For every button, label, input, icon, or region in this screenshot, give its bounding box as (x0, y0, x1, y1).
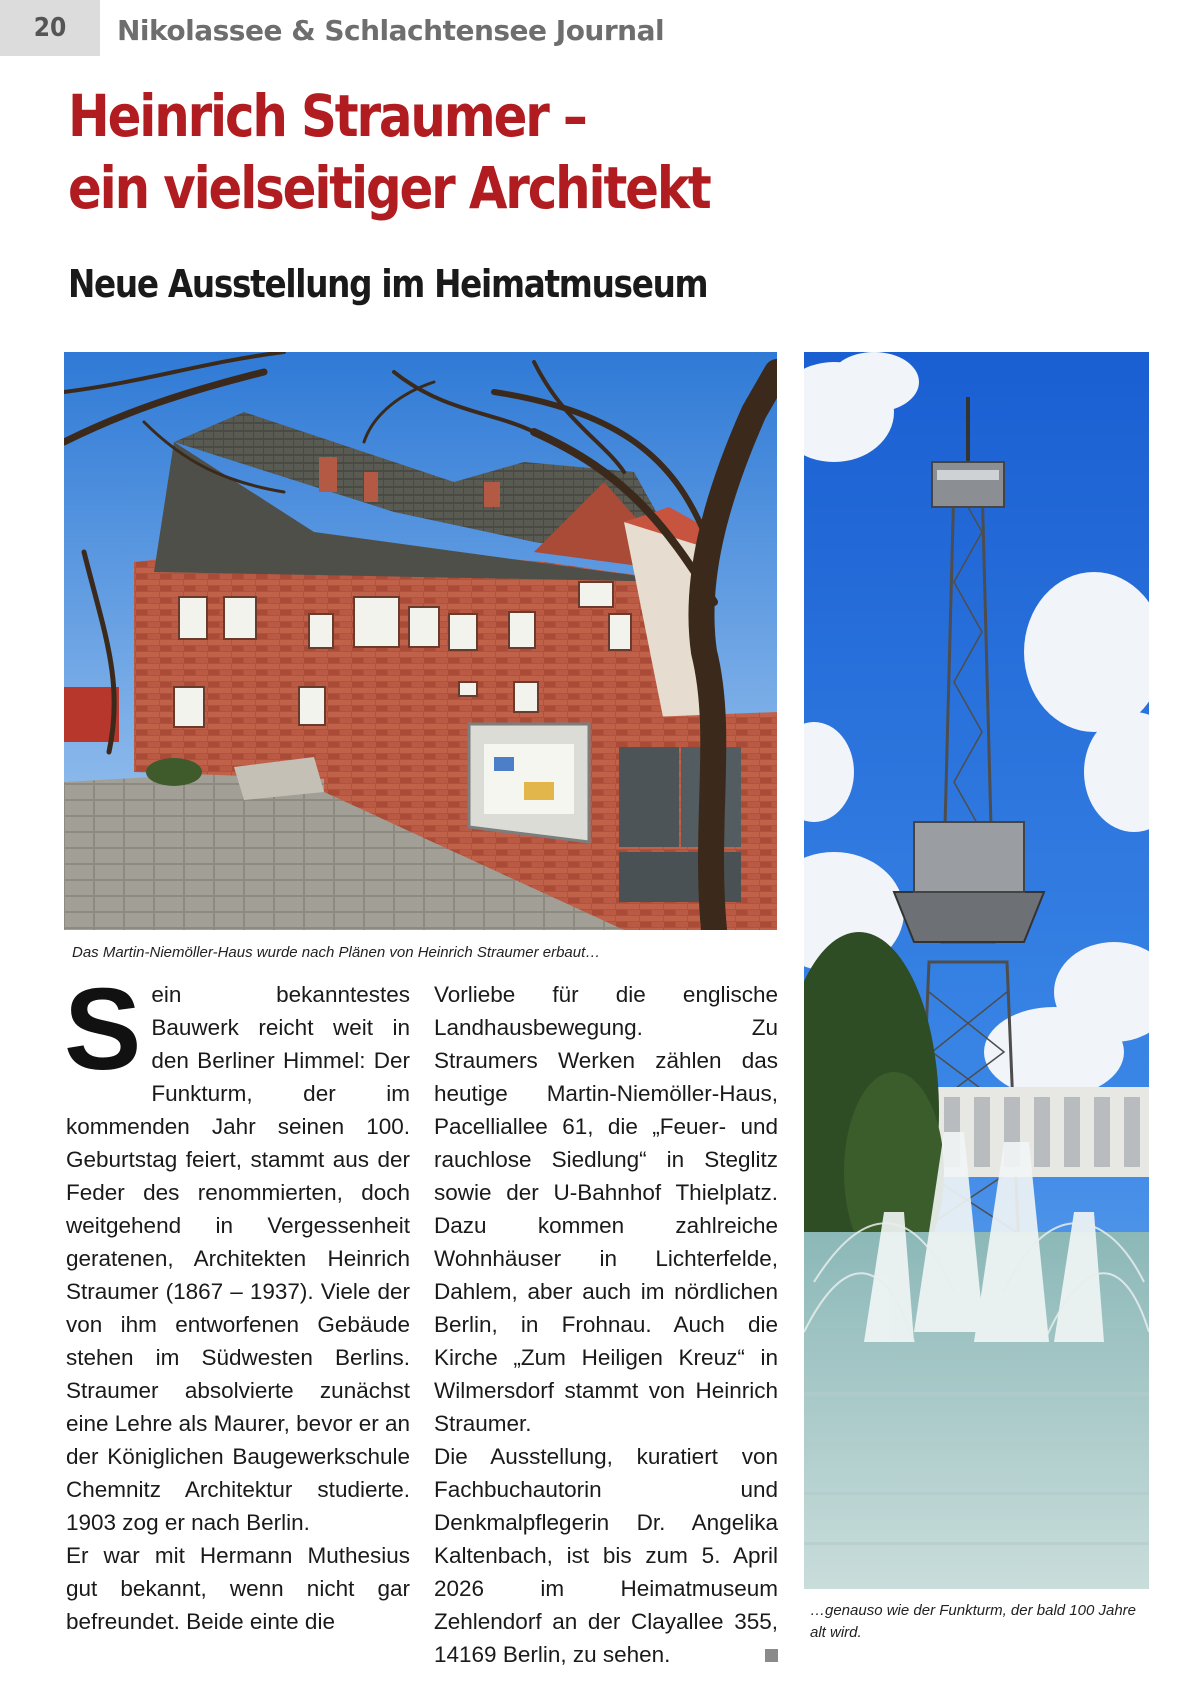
martin-niemoeller-haus-photo (64, 352, 777, 930)
page-number: 20 (0, 0, 100, 56)
article-paragraph-2: Er war mit Hermann Muthesius gut bekannt, wenn nicht gar befreundet. Beide einte die (66, 1543, 410, 1634)
end-of-article-square-icon (765, 1649, 778, 1662)
funkturm-photo (804, 352, 1149, 1589)
article-title-line-1: Heinrich Straumer – (68, 82, 586, 150)
article-paragraph-4 (434, 1440, 778, 1671)
article-subtitle: Neue Ausstellung im Heimatmuseum (68, 262, 708, 306)
article-paragraph-1: ein bekanntestes Bauwerk reicht weit in den Berliner Himmel: Der Funkturm, der im kommenden Jahr seinen 100. Geburtstag feiert, stammt aus der Feder des renommierten, doch weitgehend in Vergessenheit geratenen, Architekten Heinrich Straumer (1867 – 1937). Viele der von ihm entworfenen Gebäude stehen im Südwesten Berlins. Straumer absolvierte zunächst eine Lehre als Maurer, bevor er an der Königlichen Baugewerkschule Chemnitz Architektur studierte. 1903 zog er nach Berlin. (66, 982, 410, 1535)
journal-name: Nikolassee & Schlachtensee Journal (117, 14, 665, 47)
article-paragraph-4-text: Die Ausstellung, kuratiert von Fachbuchautorin und Denkmalpflegerin Dr. Angelika Kaltenbach, ist bis zum 5. April 2026 im Heimatmuseum Zehlendorf an der Clayallee 355, 14169 Berlin, zu sehen. (434, 1444, 778, 1667)
article-column-2 (434, 978, 778, 1671)
house-photo-caption: Das Martin-Niemöller-Haus wurde nach Plänen von Heinrich Straumer erbaut… (72, 944, 601, 961)
drop-cap: S (64, 964, 142, 1094)
article-paragraph-3: Vorliebe für die englische Landhausbewegung. Zu Straumers Werken zählen das heutige Martin-Niemöller-Haus, Pacelliallee 61, die „Feuer- und rauchlose Siedlung“ in Steglitz sowie der U-Bahnhof Thielplatz. Dazu kommen zahlreiche Wohnhäuser in Lichterfelde, Dahlem, aber auch im nördlichen Berlin, in Frohnau. Auch die Kirche „Zum Heiligen Kreuz“ in Wilmersdorf stammt von Heinrich Straumer. (434, 982, 778, 1436)
article-column-1 (64, 964, 410, 1638)
tower-photo-caption: …genauso wie der Funkturm, der bald 100 Jahre alt wird. (810, 1602, 1137, 1641)
article-title (68, 80, 842, 224)
article-title-line-2: ein vielseitiger Architekt (68, 154, 710, 222)
